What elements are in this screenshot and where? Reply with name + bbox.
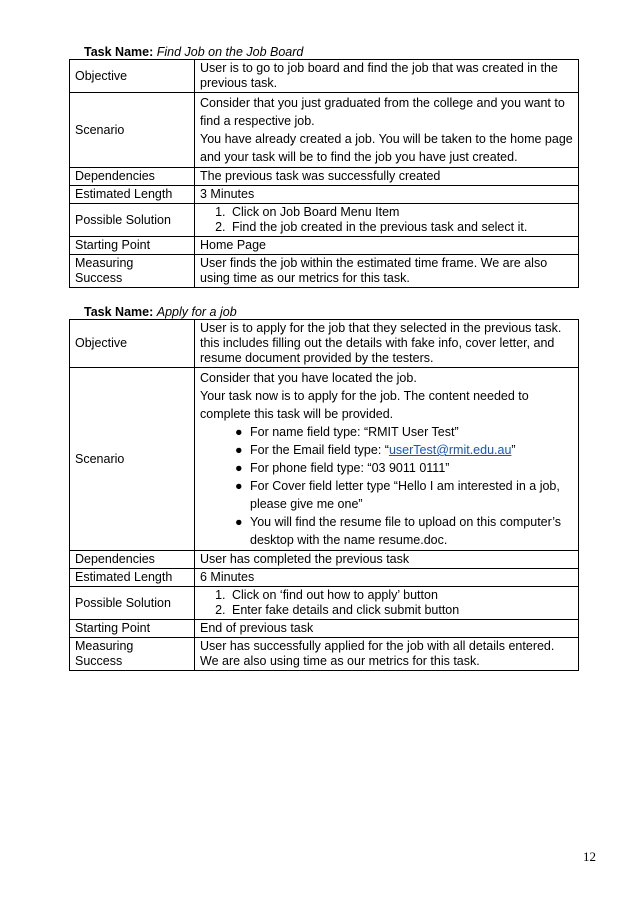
task2-bullet-item bbox=[235, 513, 574, 549]
task1-measuring-label-1: Measuring bbox=[75, 256, 134, 270]
task1-name-value: Find Job on the Job Board bbox=[156, 45, 304, 59]
task2-bullet-item bbox=[235, 459, 574, 477]
task1-scenario-cell bbox=[195, 93, 579, 168]
task1-row-start bbox=[70, 237, 579, 255]
task1-length-text: 3 Minutes bbox=[195, 186, 579, 204]
task2-row-start bbox=[70, 620, 579, 638]
task2-solution-step: 1. Click on ‘find out how to apply’ button bbox=[229, 588, 574, 603]
task2-length-text: 6 Minutes bbox=[195, 569, 579, 587]
task1-start-label: Starting Point bbox=[70, 237, 195, 255]
task2-scenario-cell bbox=[195, 368, 579, 551]
bullet-dot-icon: ● bbox=[235, 515, 243, 529]
task1-row-dependencies bbox=[70, 168, 579, 186]
bullet-dot-icon: ● bbox=[235, 443, 243, 457]
task2-scenario-p1: Consider that you have located the job. bbox=[200, 371, 417, 385]
task2-start-label: Starting Point bbox=[70, 620, 195, 638]
task2-measuring-label bbox=[70, 638, 195, 671]
task1-measuring-label-2: Success bbox=[75, 271, 123, 285]
email-link[interactable]: userTest@rmit.edu.au bbox=[388, 443, 512, 457]
task1-solution-step: 1. Click on Job Board Menu Item bbox=[229, 205, 574, 220]
task2-objective-label: Objective bbox=[70, 320, 195, 368]
task2-measuring-label-2: Success bbox=[75, 654, 123, 668]
task2-start-text: End of previous task bbox=[195, 620, 579, 638]
task2-dependencies-text: User has completed the previous task bbox=[195, 551, 579, 569]
task1-row-objective bbox=[70, 60, 579, 93]
task1-scenario-p2: You have already created a job. You will be taken to the home page and your task will be to find the job you have just created. bbox=[200, 132, 573, 164]
task2-row-objective bbox=[70, 320, 579, 368]
task1-row-length bbox=[70, 186, 579, 204]
task2-scenario-label: Scenario bbox=[70, 368, 195, 551]
task1-scenario-label: Scenario bbox=[70, 93, 195, 168]
task2-bullet-text: For phone field type: “03 9011 0111” bbox=[250, 461, 450, 475]
task2-objective-text: User is to apply for the job that they selected in the previous task. this includes filling out the details with fake info, cover letter, and resume document provided by the testers. bbox=[195, 320, 579, 368]
task1-solution-step: 2. Find the job created in the previous task and select it. bbox=[229, 220, 574, 235]
task2-length-label: Estimated Length bbox=[70, 569, 195, 587]
task2-bullet-item bbox=[235, 477, 574, 513]
task1-solution-label: Possible Solution bbox=[70, 204, 195, 237]
task1-title bbox=[84, 45, 303, 59]
task2-scenario-p2: Your task now is to apply for the job. The content needed to complete this task will be provided. bbox=[200, 389, 529, 421]
task1-table bbox=[69, 59, 579, 288]
task1-measuring-label bbox=[70, 255, 195, 288]
task1-dependencies-label: Dependencies bbox=[70, 168, 195, 186]
task1-name-label: Task Name: bbox=[84, 45, 154, 59]
task1-row-solution bbox=[70, 204, 579, 237]
task2-row-measuring bbox=[70, 638, 579, 671]
task1-length-label: Estimated Length bbox=[70, 186, 195, 204]
task1-scenario-p1: Consider that you just graduated from the college and you want to find a respective job. bbox=[200, 96, 565, 128]
task1-dependencies-text: The previous task was successfully created bbox=[195, 168, 579, 186]
page-number: 12 bbox=[583, 849, 596, 864]
task1-objective-text: User is to go to job board and find the job that was created in the previous task. bbox=[195, 60, 579, 93]
bullet-dot-icon: ● bbox=[235, 479, 243, 493]
task2-bullet-text: For name field type: “RMIT User Test” bbox=[250, 425, 459, 439]
task2-solution-cell bbox=[195, 587, 579, 620]
task2-bullet-text: For the Email field type: “ bbox=[250, 443, 389, 457]
task2-bullet-text: You will find the resume file to upload on this computer’s desktop with the name resume.doc. bbox=[250, 515, 562, 547]
task2-table bbox=[69, 319, 579, 671]
task1-row-scenario bbox=[70, 93, 579, 168]
task2-bullet-item bbox=[235, 423, 574, 441]
task1-objective-label: Objective bbox=[70, 60, 195, 93]
task2-measuring-label-1: Measuring bbox=[75, 639, 134, 653]
task2-solution-label: Possible Solution bbox=[70, 587, 195, 620]
bullet-dot-icon: ● bbox=[235, 461, 243, 475]
task1-solution-list bbox=[200, 205, 574, 235]
task2-row-solution bbox=[70, 587, 579, 620]
task1-row-measuring bbox=[70, 255, 579, 288]
task2-bullet-text: ” bbox=[511, 443, 516, 457]
task2-solution-step: 2. Enter fake details and click submit button bbox=[229, 603, 574, 618]
task2-solution-list bbox=[200, 588, 574, 618]
task2-scenario-bullets bbox=[200, 423, 574, 549]
task2-name-label: Task Name: bbox=[84, 305, 154, 319]
task2-dependencies-label: Dependencies bbox=[70, 551, 195, 569]
task1-solution-cell bbox=[195, 204, 579, 237]
bullet-dot-icon: ● bbox=[235, 425, 243, 439]
task2-row-scenario bbox=[70, 368, 579, 551]
task2-bullet-item bbox=[235, 441, 574, 459]
task2-bullet-text: For Cover field letter type “Hello I am interested in a job, please give me one” bbox=[250, 479, 560, 511]
task2-name-value: Apply for a job bbox=[156, 305, 237, 319]
task2-measuring-text: User has successfully applied for the job with all details entered. We are also using time as our metrics for this task. bbox=[195, 638, 579, 671]
task2-row-length bbox=[70, 569, 579, 587]
task2-title bbox=[84, 305, 237, 319]
task1-measuring-text: User finds the job within the estimated time frame. We are also using time as our metrics for this task. bbox=[195, 255, 579, 288]
task2-row-dependencies bbox=[70, 551, 579, 569]
task1-start-text: Home Page bbox=[195, 237, 579, 255]
